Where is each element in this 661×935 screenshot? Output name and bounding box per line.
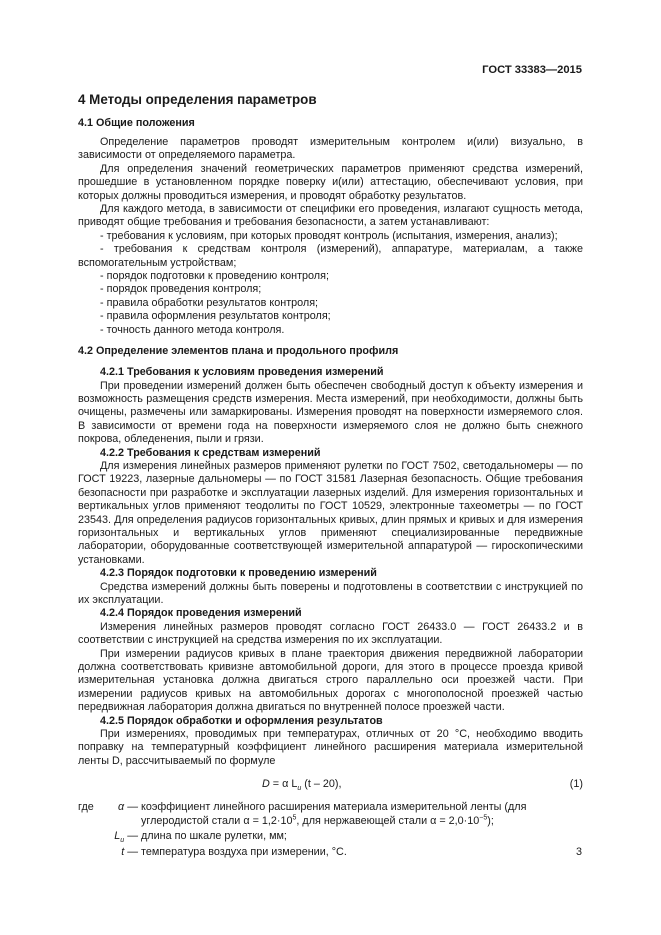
dash-marker: - — [100, 310, 107, 323]
clause-title: 4.2.3 Порядок подготовки к проведению измерений — [100, 567, 377, 580]
definition-symbol: $L_u$ — — [114, 830, 138, 845]
requirements-list — [78, 230, 583, 337]
standard-id-header: ГОСТ 33383—2015 — [482, 64, 582, 76]
definition-row — [78, 846, 583, 859]
list-item: - порядок проведения контроля; — [100, 283, 262, 296]
page-number: 3 — [575, 846, 582, 858]
list-item: - требования к средствам контроля (измерений), аппаратуре, материалам, а также вспомогательным устройствам; — [78, 243, 583, 269]
clause-title: 4.2.5 Порядок обработки и оформления результатов — [100, 714, 383, 727]
definition-row — [78, 801, 583, 828]
list-item: - требования к условиям, при которых проводят контроль (испытания, измерения, анализ); — [100, 229, 558, 242]
subsection-title: 4.1 Общие положения — [78, 117, 195, 129]
paragraph: При измерении радиусов кривых в плане траектория движения передвижной лаборатории должна соответствовать кривизне автомобильной дороги, для этого в процессе проезда кривой измерительная установка должна двигаться строго параллельно оси проезжей части. При измерении радиусов кривых на автомобильных дорогах с многополосной проезжей частью передвижная лаборатория должна двигаться по внутренней полосе проезжей части. — [78, 647, 583, 714]
dash-marker: - — [100, 270, 107, 283]
list-item: - порядок подготовки к проведению контроля; — [100, 270, 329, 283]
clause-title: 4.2.1 Требования к условиям проведения измерений — [100, 366, 384, 379]
paragraph: Для каждого метода, в зависимости от специфики его проведения, излагают сущность метода, приводят общие требования и требования безопасности, а затем устанавливают: — [78, 203, 583, 229]
clause-title: 4.2.4 Порядок проведения измерений — [100, 607, 302, 620]
paragraph: Для измерения линейных размеров применяют рулетки по ГОСТ 7502, светодальномеры — по ГОСТ 19223, лазерные дальномеры — по ГОСТ 31581 Лазерная безопасность. Общие требования безопасности при разработке и эксплуатации лазерных изделий. Для измерения горизонтальных и вертикальных углов применяют теодолиты по ГОСТ 10529, электронные тахеометры — по ГОСТ 23543. Для определения радиусов горизонтальных кривых, длин прямых и кривых и для измерения горизонтальных и вертикальных углов применяют специализированные передвижные лаборатории, оборудованные соответствующей измерительной аппаратурой — гироскопическими установками. — [78, 459, 583, 566]
dash-marker: - — [100, 229, 107, 242]
definition-text: температура воздуха при измерении, °С. — [141, 845, 347, 858]
definition-symbol: α — — [118, 801, 138, 814]
formula-expression: D = α $L_u$ (t – 20), — [262, 778, 342, 793]
formula-1 — [78, 778, 583, 793]
definition-symbol: t — — [121, 845, 138, 858]
section-title: 4 Методы определения параметров — [78, 92, 317, 107]
formula-definitions — [78, 801, 583, 859]
list-item: - правила обработки результатов контроля; — [100, 296, 319, 309]
paragraph: Для определения значений геометрических параметров применяют средства измерений, прошедшие в установленном порядке поверку и(или) аттестацию, обеспечивают условия, при которых должны проводиться измерения, и проводят обработку результатов. — [78, 162, 583, 202]
dash-marker: - — [100, 323, 107, 336]
formula-number: (1) — [569, 778, 583, 791]
paragraph: Средства измерений должны быть поверены и подготовлены в соответствии с инструкцией по их эксплуатации. — [78, 580, 583, 606]
paragraph: При проведении измерений должен быть обеспечен свободный доступ к объекту измерения и возможность размещения средств измерения. Места измерений, при необходимости, должны быть очищены, размечены или замаркированы. Измерения проводят на поверхности измеряемого слоя. В зависимости от времени года на поверхности измеряемого слоя не должно быть снежного покрова, обледенения, пыли и грязи. — [78, 379, 583, 446]
where-label: где — [78, 801, 94, 814]
paragraph: Измерения линейных размеров проводят согласно ГОСТ 26433.0 — ГОСТ 26433.2 и в соответствии с инструкцией на средства измерения по их эксплуатации. — [78, 620, 583, 647]
list-item: - точность данного метода контроля. — [100, 323, 285, 336]
definition-text: длина по шкале рулетки, мм; — [141, 830, 287, 843]
subsection-title: 4.2 Определение элементов плана и продольного профиля — [78, 345, 399, 358]
list-item: - правила оформления результатов контроля; — [100, 310, 331, 323]
clause-title: 4.2.2 Требования к средствам измерений — [100, 446, 321, 459]
definition-text: коэффициент линейного расширения материала измерительной ленты (для углеродистой стали $\alpha = 1,2\cdot 10^5$, для нержавеющей стали $\alpha = 2,0\cdot 10^{-5}$); — [141, 801, 527, 827]
paragraph: Определение параметров проводят измерительным контролем и(или) визуально, в зависимости от определяемого параметра. — [78, 136, 583, 162]
dash-marker: - — [100, 283, 107, 296]
definition-row — [78, 830, 583, 843]
document-content — [78, 92, 583, 861]
dash-marker: - — [100, 296, 107, 309]
dash-marker: - — [100, 243, 114, 256]
paragraph: При измерениях, проводимых при температурах, отличных от 20 °С, необходимо вводить поправку на температурный коэффициент линейного расширения материала измерительной ленты D, рассчитываемый по формуле — [78, 728, 583, 767]
